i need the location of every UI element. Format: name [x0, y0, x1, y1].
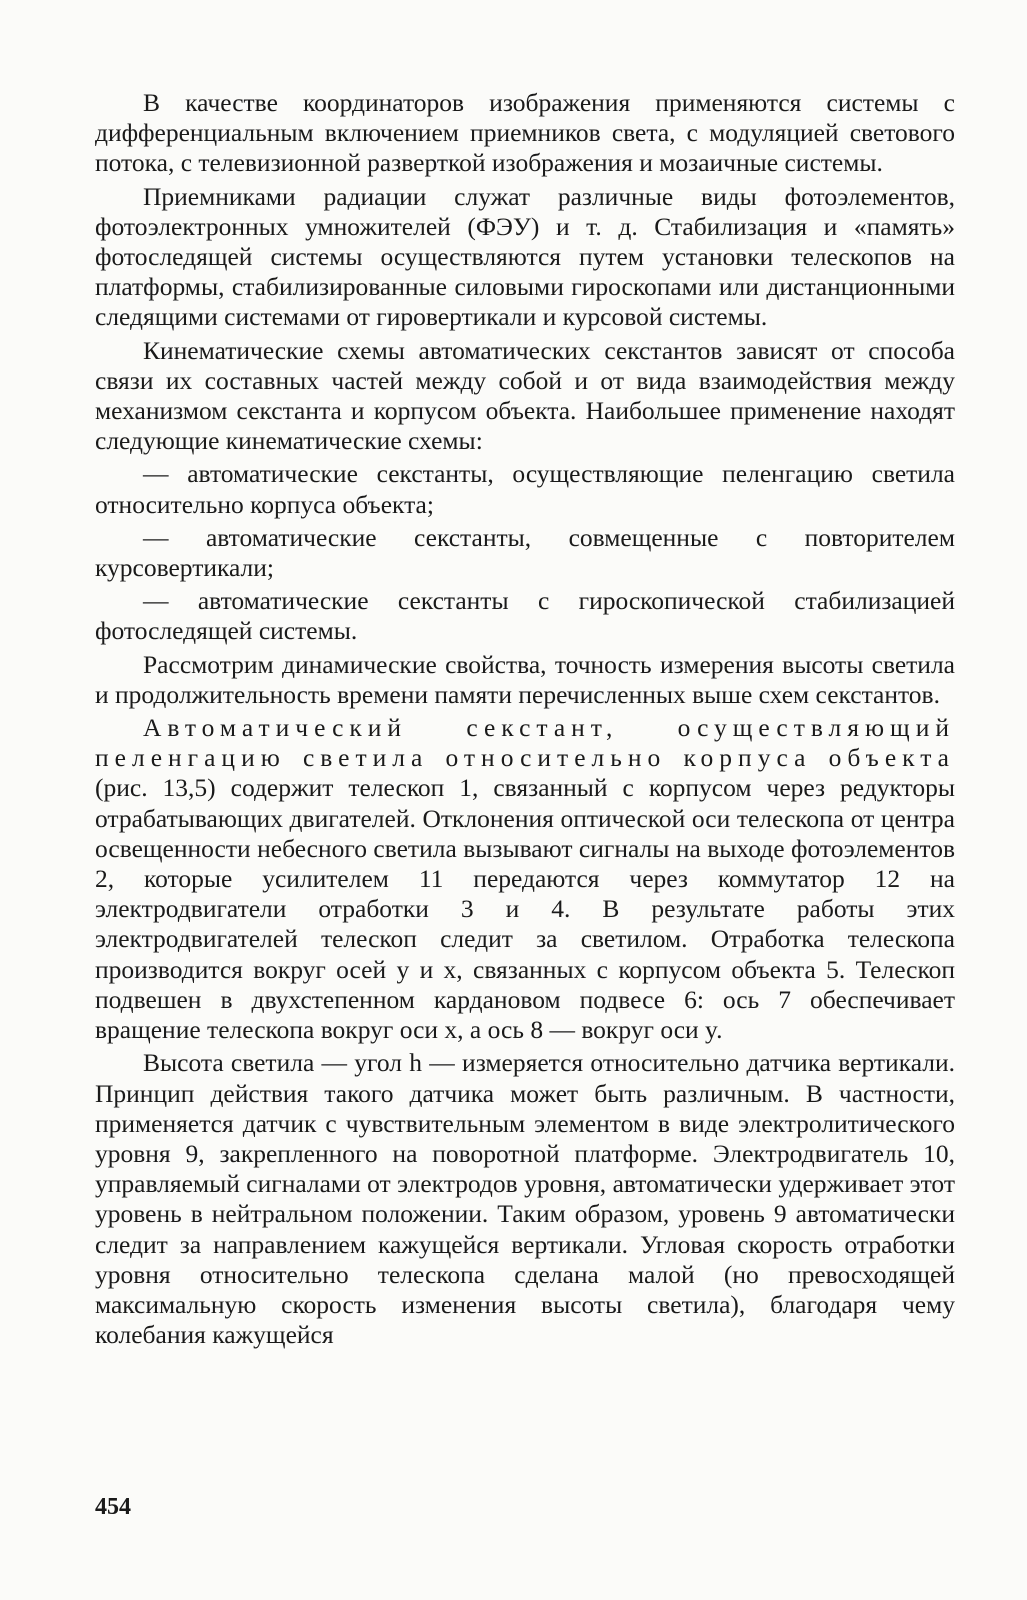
list-item-gyro-sextant: — автоматические секстанты с гироскопической стабилизацией фотоследящей системы. [95, 586, 955, 646]
text-block [95, 88, 955, 1353]
page-number: 454 [95, 1494, 131, 1520]
paragraph-automatic-sextant [95, 713, 955, 1045]
paragraph-body: (рис. 13,5) содержит телескоп 1, связанный с корпусом через редукторы отрабатывающих двигателей. Отклонения оптической оси телескопа от центра освещенности небесного светила вызывают сигналы на выходе фотоэлементов 2, которые усилителем 11 передаются через коммутатор 12 на электродвигатели отработки 3 и 4. В результате работы этих электродвигателей телескоп следит за светилом. Отработка телескопа производится вокруг осей y и x, связанных с корпусом объекта 5. Телескоп подвешен в двухстепенном кардановом подвесе 6: ось 7 обеспечивает вращение телескопа вокруг оси x, а ось 8 — вокруг оси y. [95, 773, 955, 1045]
paragraph-star-altitude: Высота светила — угол h — измеряется относительно датчика вертикали. Принцип действия такого датчика может быть различным. В частности, применяется датчик с чувствительным элементом в виде электролитического уровня 9, закрепленного на поворотной платформе. Электродвигатель 10, управляемый сигналами от электродов уровня, автоматически удерживает этот уровень в нейтральном положении. Таким образом, уровень 9 автоматически следит за направлением кажущейся вертикали. Угловая скорость отработки уровня относительно телескопа сделана малой (но превосходящей максимальную скорость изменения высоты светила), благодаря чему колебания кажущейся [95, 1048, 955, 1350]
paragraph-kinematic-schemes: Кинематические схемы автоматических секстантов зависят от способа связи их составных частей между собой и от вида взаимодействия между механизмом секстанта и корпусом объекта. Наибольшее применение находят следующие кинематические схемы: [95, 335, 955, 456]
paragraph-coordinators: В качестве координаторов изображения применяются системы с дифференциальным включением приемников света, с модуляцией светового потока, с телевизионной разверткой изображения и мозаичные системы. [95, 88, 955, 178]
spaced-heading: Автоматический секстант, осуществляющий пеленгацию светила относительно корпуса объекта [95, 713, 955, 773]
paragraph-consider-properties: Рассмотрим динамические свойства, точность измерения высоты светила и продолжительность времени памяти перечисленных выше схем секстантов. [95, 649, 955, 709]
paragraph-radiation-receivers: Приемниками радиации служат различные виды фотоэлементов, фотоэлектронных умножителей (ФЭУ) и т. д. Стабилизация и «память» фотоследящей системы осуществляются путем установки телескопов на платформы, стабилизированные силовыми гироскопами или дистанционными следящими системами от гировертикали и курсовой системы. [95, 181, 955, 332]
list-item-bearing-sextant: — автоматические секстанты, осуществляющие пеленгацию светила относительно корпуса объекта; [95, 459, 955, 519]
list-item-course-vertical-sextant: — автоматические секстанты, совмещенные с повторителем курсовертикали; [95, 522, 955, 583]
